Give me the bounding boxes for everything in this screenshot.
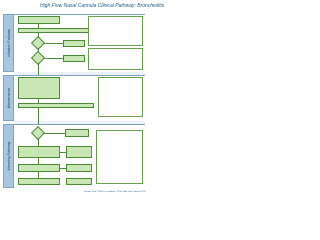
lane-tab-weaning <box>3 124 14 188</box>
page-title: High Flow Nasal Cannula Clinical Pathway: Bronchiolitis <box>40 3 165 9</box>
criteria-note <box>96 130 143 184</box>
flow-box-reassess <box>18 103 94 108</box>
lane-label-weaning: Weaning Pathway <box>6 141 11 171</box>
footer-version: Version Date 7/7/16 Last Update 7/7/16 Valid Until January 2017 <box>83 191 146 193</box>
flow-box-end <box>18 178 60 185</box>
lane-label-initiation: Initiation Pathway <box>6 28 11 58</box>
flow-box-start <box>18 16 60 24</box>
connector <box>38 63 39 75</box>
lane-tab-maintenance <box>3 75 14 121</box>
connector <box>43 43 63 44</box>
connector <box>38 138 39 146</box>
flow-box-end <box>66 178 92 185</box>
flow-box-assessment <box>18 28 98 33</box>
flow-box-outcome <box>63 55 85 62</box>
connector <box>38 108 39 124</box>
criteria-note <box>88 16 143 46</box>
connector <box>43 133 65 134</box>
flow-box-wean <box>66 164 92 172</box>
connector <box>43 58 63 59</box>
lane-label-maintenance: Maintenance <box>6 87 11 109</box>
flow-box-wean <box>18 146 60 158</box>
criteria-note <box>98 77 143 117</box>
flow-box-outcome <box>65 129 89 137</box>
lane-tab-initiation <box>3 14 14 72</box>
flow-box-outcome <box>63 40 85 47</box>
criteria-note <box>88 48 143 70</box>
flow-box-wean <box>18 164 60 172</box>
flow-box-wean <box>66 146 92 158</box>
flow-box-maintenance <box>18 77 60 99</box>
